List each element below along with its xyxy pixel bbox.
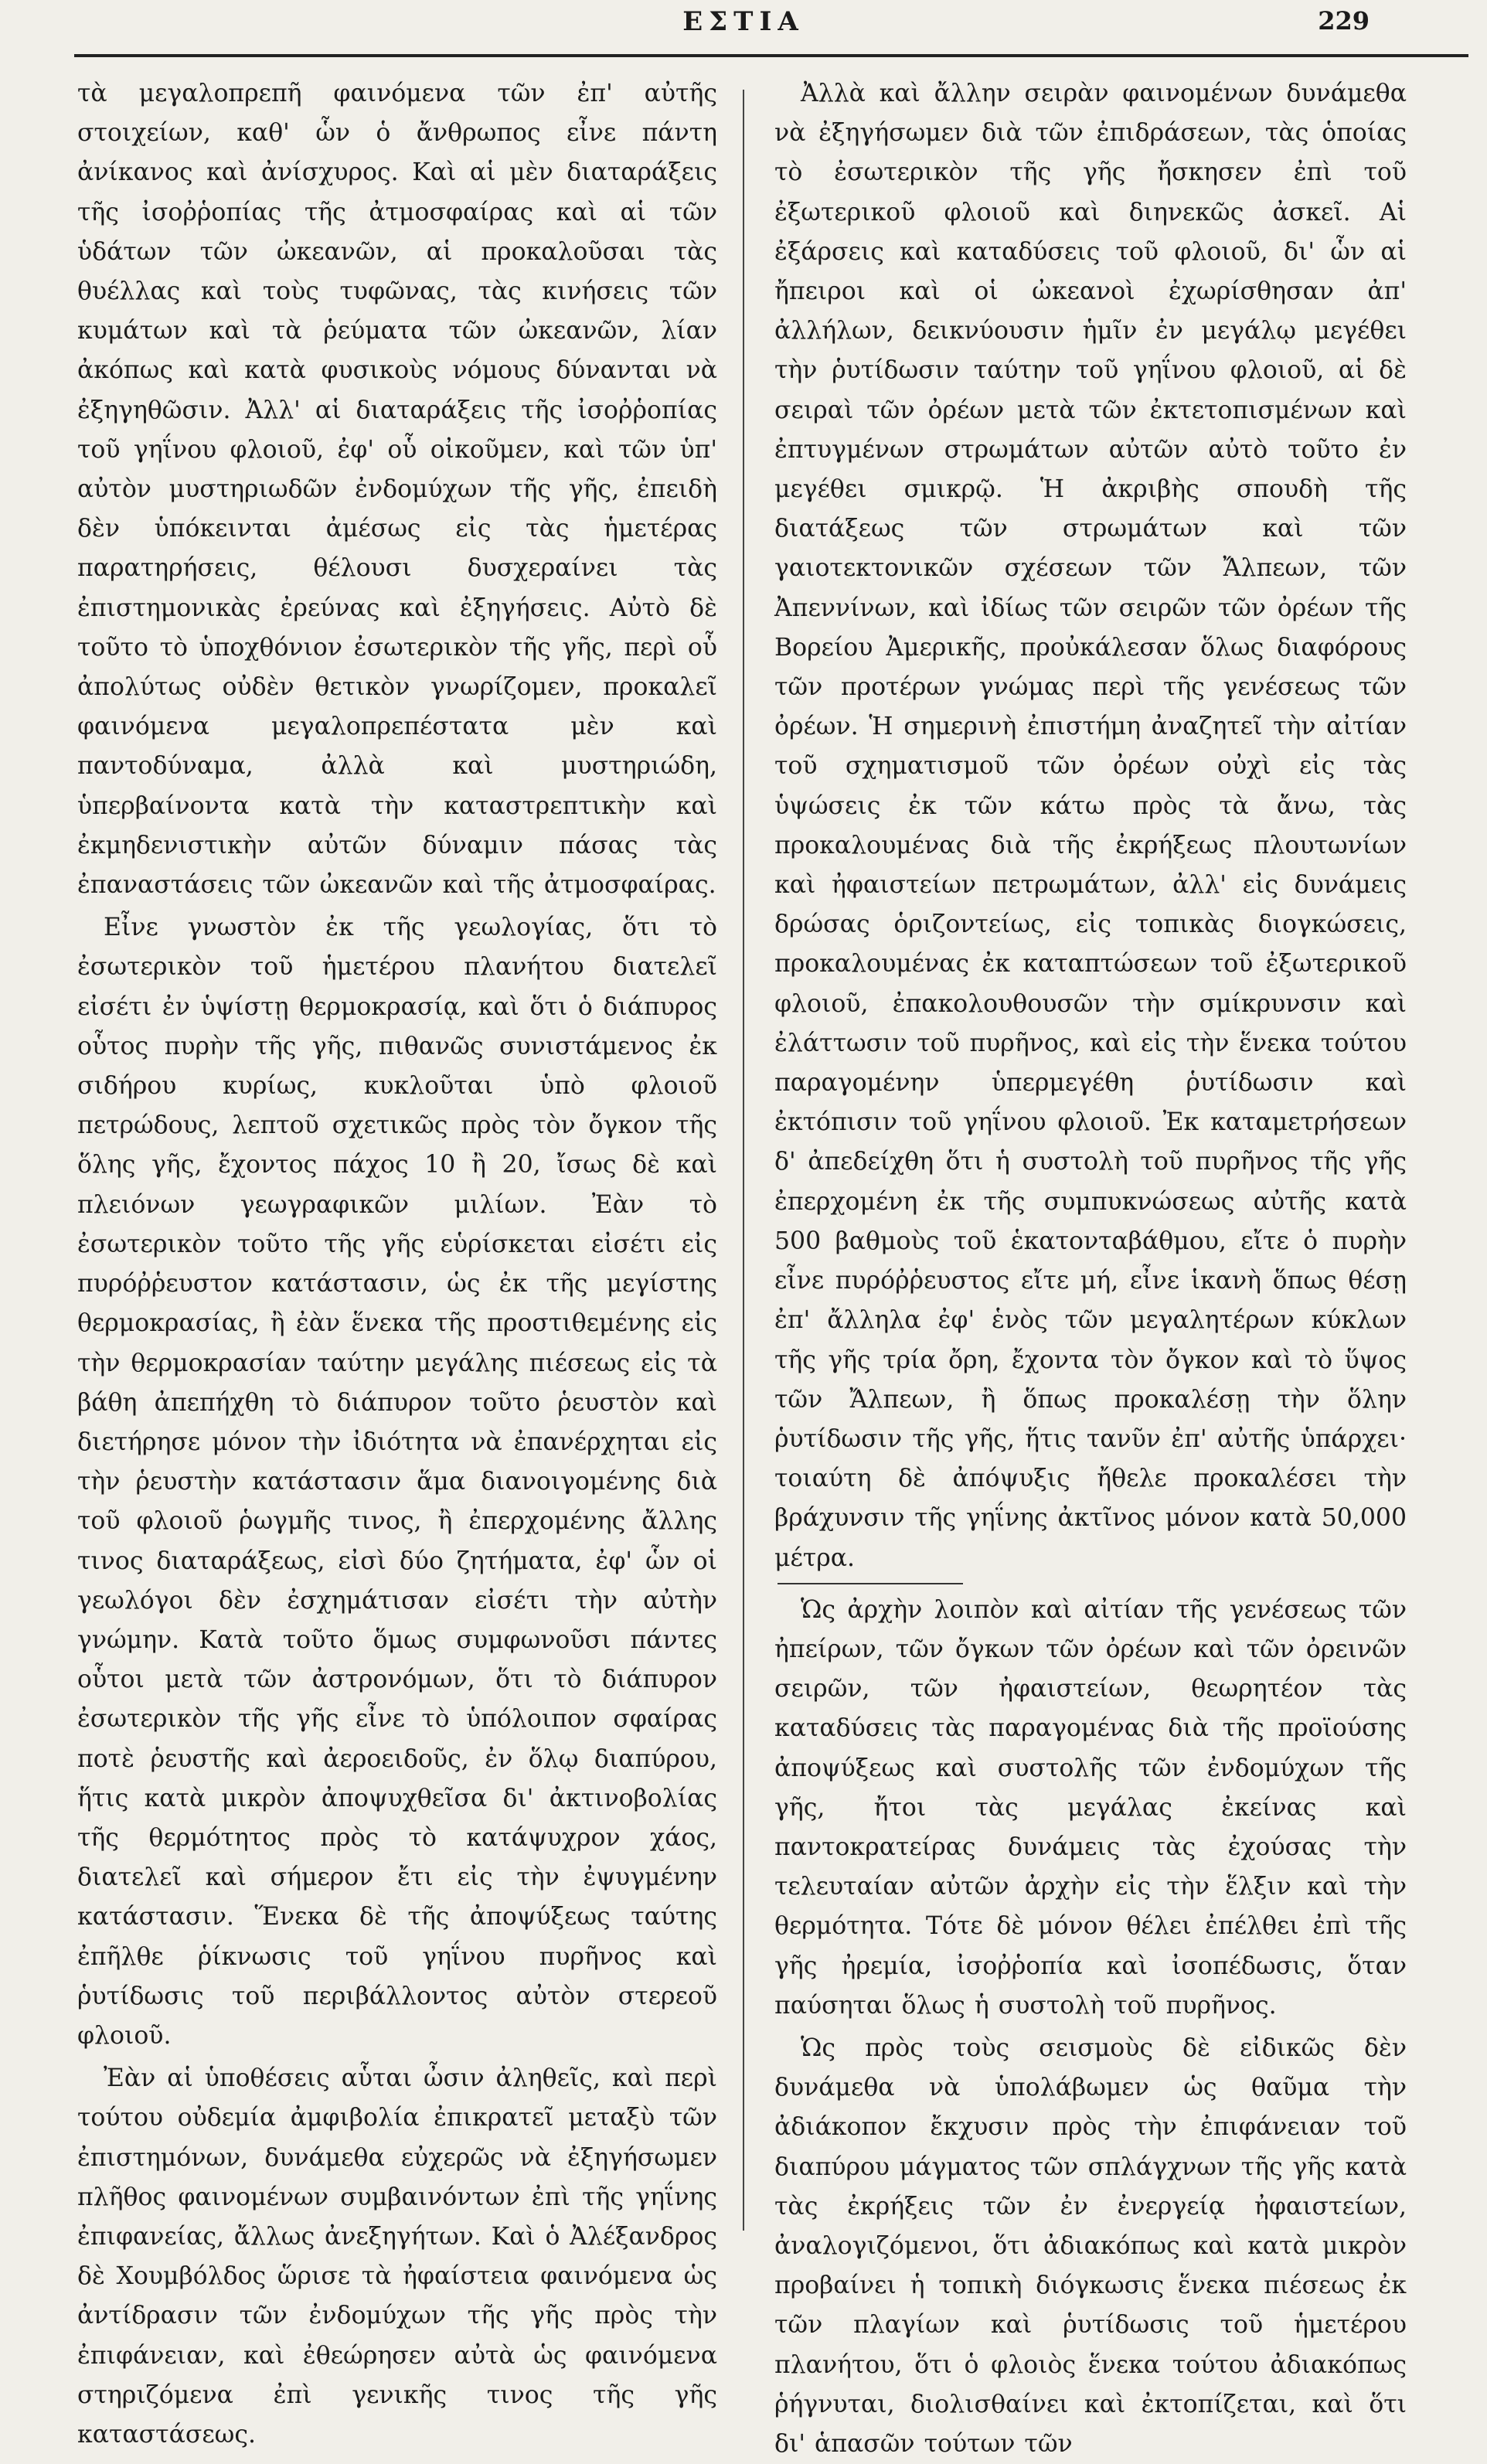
page-number: 229 [1318,6,1370,36]
column-divider [743,90,744,2231]
running-head [0,6,1487,37]
paragraph: Εἶνε γνωστὸν ἐκ τῆς γεωλογίας, ὅτι τὸ ἐσωτερικὸν τοῦ ἡμετέρου πλανήτου διατελεῖ εἰσέτι ἐν ὑψίστῃ θερμοκρασίᾳ, καὶ ὅτι ὁ διάπυρος οὗτος πυρὴν τῆς γῆς, πιθανῶς συνιστάμενος ἐκ σιδήρου κυρίως, κυκλοῦται ὑπὸ φλοιοῦ πετρώδους, λεπτοῦ σχετικῶς πρὸς τὸν ὄγκον τῆς ὅλης γῆς, ἔχοντος πάχος 10 ἢ 20, ἴσως δὲ καὶ πλειόνων γεωγραφικῶν μιλίων. Ἐὰν τὸ ἐσωτερικὸν τοῦτο τῆς γῆς εὑρίσκεται εἰσέτι εἰς πυρόῤῥευστον κατάστασιν, ὡς ἐκ τῆς μεγίστης θερμοκρασίας, ἢ ἐὰν ἕνεκα τῆς προστιθεμένης εἰς τὴν θερμοκρασίαν ταύτην μεγάλης πιέσεως εἰς τὰ βάθη ἀπεπήχθη τὸ διάπυρον τοῦτο ῥευστὸν καὶ διετήρησε μόνον τὴν ἰδιότητα νὰ ἐπανέρχηται εἰς τὴν ῥευστὴν κατάστασιν ἅμα διανοιγομένης διὰ τοῦ φλοιοῦ ῥωγμῆς τινος, ἢ ἐπερχομένης ἄλλης τινος διαταράξεως, εἰσὶ δύο ζητήματα, ἐφ' ὧν οἱ γεωλόγοι δὲν ἐσχημάτισαν εἰσέτι τὴν αὐτὴν γνώμην. Κατὰ τοῦτο ὅμως συμφωνοῦσι πάντες οὗτοι μετὰ τῶν ἀστρονόμων, ὅτι τὸ διάπυρον ἐσωτερικὸν τῆς γῆς εἶνε τὸ ὑπόλοιπον σφαίρας ποτὲ ῥευστῆς καὶ ἀεροειδοῦς, ἐν ὅλῳ διαπύρου, ἥτις κατὰ μικρὸν ἀποψυχθεῖσα δι' ἀκτινοβολίας τῆς θερμότητος πρὸς τὸ κατάψυχρον χάος, διατελεῖ καὶ σήμερον ἔτι εἰς τὴν ἐψυγμένην κατάστασιν. Ἕνεκα δὲ τῆς ἀποψύξεως ταύτης ἐπῆλθε ῥίκνωσις τοῦ γηΐνου πυρῆνος καὶ ῥυτίδωσις τοῦ περιβάλλοντος αὐτὸν στερεοῦ φλοιοῦ. [77,914,717,2050]
paragraph: τὰ μεγαλοπρεπῆ φαινόμενα τῶν ἐπ' αὐτῆς στοιχείων, καθ' ὧν ὁ ἄνθρωπος εἶνε πάντη ἀνίκανος καὶ ἀνίσχυρος. Καὶ αἱ μὲν διαταράξεις τῆς ἰσοῤῥοπίας τῆς ἀτμοσφαίρας καὶ αἱ τῶν ὑδάτων τῶν ὠκεανῶν, αἱ προκαλοῦσαι τὰς θυέλλας καὶ τοὺς τυφῶνας, τὰς κινήσεις τῶν κυμάτων καὶ τὰ ῥεύματα τῶν ὠκεανῶν, λίαν ἀκόπως καὶ κατὰ φυσικοὺς νόμους δύνανται νὰ ἐξηγηθῶσιν. Ἀλλ' αἱ διαταράξεις τῆς ἰσοῤῥοπίας τοῦ γηΐνου φλοιοῦ, ἐφ' οὗ οἰκοῦμεν, καὶ τῶν ὑπ' αὐτὸν μυστηριωδῶν ἐνδομύχων τῆς γῆς, ἐπειδὴ δὲν ὑπόκεινται ἀμέσως εἰς τὰς ἡμετέρας παρατηρήσεις, θέλουσι δυσχεραίνει τὰς ἐπιστημονικὰς ἐρεύνας καὶ ἐξηγήσεις. Αὐτὸ δὲ τοῦτο τὸ ὑποχθόνιον ἐσωτερικὸν τῆς γῆς, περὶ οὗ ἀπολύτως οὐδὲν θετικὸν γνωρίζομεν, προκαλεῖ φαινόμενα μεγαλοπρεπέστατα μὲν καὶ παντοδύναμα, ἀλλὰ καὶ μυστηριώδη, ὑπερβαίνοντα κατὰ τὴν καταστρεπτικὴν καὶ ἐκμηδενιστικὴν αὐτῶν δύναμιν πάσας τὰς ἐπαναστάσεις τῶν ὠκεανῶν καὶ τῆς ἀτμοσφαίρας. [77,80,717,900]
right-column [774,74,1407,2458]
paragraph: Ὡς ἀρχὴν λοιπὸν καὶ αἰτίαν τῆς γενέσεως τῶν ἠπείρων, τῶν ὄγκων τῶν ὀρέων καὶ τῶν ὀρεινῶν σειρῶν, τῶν ἠφαιστείων, θεωρητέον τὰς καταδύσεις τὰς παραγομένας διὰ τῆς προϊούσης ἀποψύξεως καὶ συστολῆς τῶν ἐνδομύχων τῆς γῆς, ἤτοι τὰς μεγάλας ἐκείνας καὶ παντοκρατείρας δυνάμεις τὰς ἐχούσας τὴν τελευταίαν αὐτῶν ἀρχὴν εἰς τὴν ἕλξιν καὶ τὴν θερμότητα. Τότε δὲ μόνον θέλει ἐπέλθει ἐπὶ τῆς γῆς ἠρεμία, ἰσοῤῥοπία καὶ ἰσοπέδωσις, ὅταν παύσηται ὅλως ἡ συστολὴ τοῦ πυρῆνος. [774,1595,1407,2020]
paragraph: Ἐὰν αἱ ὑποθέσεις αὗται ὦσιν ἀληθεῖς, καὶ περὶ τούτου οὐδεμία ἀμφιβολία ἐπικρατεῖ μεταξὺ τῶν ἐπιστημόνων, δυνάμεθα εὐχερῶς νὰ ἐξηγήσωμεν πλῆθος φαινομένων συμβαινόντων ἐπὶ τῆς γηΐνης ἐπιφανείας, ἄλλως ἀνεξηγήτων. Καὶ ὁ Ἀλέξανδρος δὲ Χουμβόλδος ὥρισε τὰ ἠφαίστεια φαινόμενα ὡς ἀντίδρασιν τῶν ἐνδομύχων τῆς γῆς πρὸς τὴν ἐπιφάνειαν, καὶ ἐθεώρησεν αὐτὰ ὡς φαινόμενα στηριζόμενα ἐπὶ γενικῆς τινος τῆς γῆς καταστάσεως. [77,2064,717,2449]
left-column [77,74,717,2449]
paragraph: Ὡς πρὸς τοὺς σεισμοὺς δὲ εἰδικῶς δὲν δυνάμεθα νὰ ὑπολάβωμεν ὡς θαῦμα τὴν ἀδιάκοπον ἔκχυσιν πρὸς τὴν ἐπιφάνειαν τοῦ διαπύρου μάγματος τῶν σπλάγχνων τῆς γῆς κατὰ τὰς ἐκρήξεις τῶν ἐν ἐνεργείᾳ ἠφαιστείων, ἀναλογιζόμενοι, ὅτι ἀδιακόπως καὶ κατὰ μικρὸν προβαίνει ἡ τοπικὴ διόγκωσις ἕνεκα πιέσεως ἐκ τῶν πλαγίων καὶ ῥυτίδωσις τοῦ ἡμετέρου πλανήτου, ὅτι ὁ φλοιὸς ἕνεκα τούτου ἀδιακόπως ῥήγνυται, διολισθαίνει καὶ ἐκτοπίζεται, καὶ ὅτι δι' ἁπασῶν τούτων τῶν [774,2033,1407,2458]
header-rule [74,54,1468,57]
section-rule [778,1583,963,1584]
paragraph: Ἀλλὰ καὶ ἄλλην σειρὰν φαινομένων δυνάμεθα νὰ ἐξηγήσωμεν διὰ τῶν ἐπιδράσεων, τὰς ὁποίας τὸ ἐσωτερικὸν τῆς γῆς ἤσκησεν ἐπὶ τοῦ ἐξωτερικοῦ φλοιοῦ καὶ διηνεκῶς ἀσκεῖ. Αἱ ἐξάρσεις καὶ καταδύσεις τοῦ φλοιοῦ, δι' ὧν αἱ ἤπειροι καὶ οἱ ὠκεανοὶ ἐχωρίσθησαν ἀπ' ἀλλήλων, δεικνύουσιν ἡμῖν ἐν μεγάλῳ μεγέθει τὴν ῥυτίδωσιν ταύτην τοῦ γηΐνου φλοιοῦ, αἱ δὲ σειραὶ τῶν ὀρέων μετὰ τῶν ἐκτετοπισμένων καὶ ἐπτυγμένων στρωμάτων αὐτῶν αὐτὸ τοῦτο ἐν μεγέθει σμικρῷ. Ἡ ἀκριβὴς σπουδὴ τῆς διατάξεως τῶν στρωμάτων καὶ τῶν γαιοτεκτονικῶν σχέσεων τῶν Ἄλπεων, τῶν Ἀπεννίνων, καὶ ἰδίως τῶν σειρῶν τῶν ὀρέων τῆς Βορείου Ἀμερικῆς, προὐκάλεσαν ὅλως διαφόρους τῶν προτέρων γνώμας περὶ τῆς γενέσεως τῶν ὀρέων. Ἡ σημερινὴ ἐπιστήμη ἀναζητεῖ τὴν αἰτίαν τοῦ σχηματισμοῦ τῶν ὀρέων οὐχὶ εἰς τὰς ὑψώσεις ἐκ τῶν κάτω πρὸς τὰ ἄνω, τὰς προκαλουμένας διὰ τῆς ἐκρήξεως πλουτωνίων καὶ ἠφαιστείων πετρωμάτων, ἀλλ' εἰς δυνάμεις δρώσας ὁριζοντείως, εἰς τοπικὰς διογκώσεις, προκαλουμένας ἐκ καταπτώσεων τοῦ ἐξωτερικοῦ φλοιοῦ, ἐπακολουθουσῶν τὴν σμίκρυνσιν καὶ ἐλάττωσιν τοῦ πυρῆνος, καὶ εἰς τὴν ἕνεκα τούτου παραγομένην ὑπερμεγέθη ῥυτίδωσιν καὶ ἐκτόπισιν τοῦ γηΐνου φλοιοῦ. Ἐκ καταμετρήσεων δ' ἀπεδείχθη ὅτι ἡ συστολὴ τοῦ πυρῆνος τῆς γῆς ἐπερχομένη ἐκ τῆς συμπυκνώσεως αὐτῆς κατὰ 500 βαθμοὺς τοῦ ἑκατονταβάθμου, εἴτε ὁ πυρὴν εἶνε πυρόῤῥευστος εἴτε μή, εἶνε ἱκανὴ ὅπως θέσῃ ἐπ' ἄλληλα ἐφ' ἑνὸς τῶν μεγαλητέρων κύκλων τῆς γῆς τρία ὄρη, ἔχοντα τὸν ὄγκον καὶ τὸ ὕψος τῶν Ἄλπεων, ἢ ὅπως προκαλέσῃ τὴν ὅλην ῥυτίδωσιν τῆς γῆς, ἥτις τανῦν ἐπ' αὐτῆς ὑπάρχει· τοιαύτη δὲ ἀπόψυξις ἤθελε προκαλέσει τὴν βράχυνσιν τῆς γηΐνης ἀκτῖνος μόνον κατὰ 50,000 μέτρα. [774,80,1407,1572]
journal-title: ΕΣΤΙΑ [682,6,805,37]
